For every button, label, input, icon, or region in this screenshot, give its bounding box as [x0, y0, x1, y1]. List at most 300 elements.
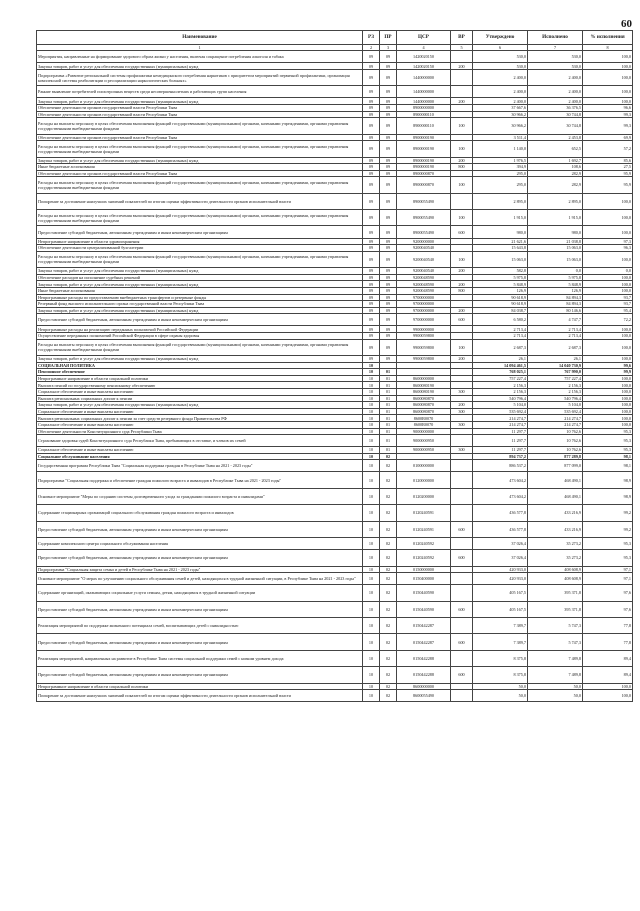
row-vr: 300: [451, 408, 473, 415]
row-approved: 894 737,2: [473, 453, 528, 460]
table-row: [37, 355, 633, 362]
header-approved: Утверждено: [473, 31, 528, 45]
row-approved: 15 063,0: [473, 251, 528, 267]
row-pr: 01: [380, 415, 397, 422]
row-csr: 9700000000: [397, 294, 451, 301]
row-rz: 10: [363, 375, 380, 382]
row-approved: 50,0: [473, 690, 528, 702]
row-rz: 09: [363, 177, 380, 193]
row-name: Непрограммное направление в области социальной политики: [37, 683, 363, 690]
row-vr: 100: [451, 141, 473, 157]
row-approved: 530,0: [473, 51, 528, 63]
row-name: Непрограммные расходы по предоставлению внебюджетных трансфертов и резервные фонды: [37, 294, 363, 301]
row-name: Социальное обеспечение и иные выплаты населению: [37, 388, 363, 395]
row-name: Мероприятия, направленные на формирование здорового образа жизни у населения, включая сокращение потребления алкоголя и табака: [37, 51, 363, 63]
row-executed: 5 975,8: [528, 274, 583, 281]
row-pr: 09: [380, 118, 397, 134]
table-row: [37, 141, 633, 157]
row-vr: [451, 683, 473, 690]
row-approved: 2 400,0: [473, 86, 528, 98]
row-rz: 09: [363, 301, 380, 308]
row-vr: 600: [451, 550, 473, 566]
row-rz: 09: [363, 307, 380, 314]
row-pr: 09: [380, 245, 397, 252]
row-executed: 10 762,6: [528, 428, 583, 435]
row-vr: 300: [451, 447, 473, 454]
row-name: Предоставление субсидий бюджетным, автономным учреждениям и иным некоммерческим организациям: [37, 550, 363, 566]
row-vr: 100: [451, 177, 473, 193]
row-percent: 100,0: [583, 251, 633, 267]
table-row: [37, 388, 633, 395]
row-rz: 09: [363, 111, 380, 118]
row-approved: 2 895,0: [473, 193, 528, 209]
row-name: Основное мероприятие "Меры по созданию системы долговременного ухода за гражданами пожилого возраста и инвалидами": [37, 488, 363, 504]
row-pr: 09: [380, 177, 397, 193]
row-executed: 395 371,8: [528, 601, 583, 617]
row-name: Социальное обеспечение и иные выплаты населению: [37, 447, 363, 454]
row-csr: 9700000000: [397, 301, 451, 308]
row-executed: 530,0: [528, 63, 583, 70]
row-pr: 01: [380, 408, 397, 415]
row-name: Социальное обеспечение и иные выплаты населению: [37, 421, 363, 428]
row-approved: 5 848,9: [473, 281, 528, 288]
row-csr: 8900000870: [397, 177, 451, 193]
row-csr: 8900000870: [397, 170, 451, 177]
row-approved: 37 026,4: [473, 538, 528, 550]
header-percent: % исполнения: [583, 31, 633, 45]
row-approved: 886 537,2: [473, 460, 528, 472]
table-header-row: [37, 31, 633, 45]
row-executed: 15 063,0: [528, 251, 583, 267]
row-percent: 100,0: [583, 274, 633, 281]
table-row: [37, 573, 633, 585]
row-rz: 10: [363, 472, 380, 488]
row-executed: 10 762,6: [528, 435, 583, 447]
row-csr: 9000000950: [397, 435, 451, 447]
row-approved: 5 975,8: [473, 274, 528, 281]
row-vr: 600: [451, 314, 473, 326]
row-vr: [451, 301, 473, 308]
row-rz: 10: [363, 453, 380, 460]
row-executed: 84 894,3: [528, 301, 583, 308]
row-vr: [451, 326, 473, 333]
row-percent: 89,4: [583, 667, 633, 683]
row-vr: [451, 460, 473, 472]
row-pr: 09: [380, 238, 397, 245]
row-executed: 652,5: [528, 141, 583, 157]
row-name: Непрограммное направление в области здравоохранения: [37, 238, 363, 245]
row-pr: 02: [380, 573, 397, 585]
table-row: [37, 274, 633, 281]
row-vr: [451, 294, 473, 301]
row-name: Ранние выявление потребителей психотропных веществ среди несовершеннолетних и работающих групп населения: [37, 86, 363, 98]
table-row: [37, 164, 633, 171]
row-percent: 95,9: [583, 177, 633, 193]
page-number: 60: [621, 18, 632, 30]
table-row: [37, 307, 633, 314]
row-name: Поощрение за достижение наилучших значений показателей по итогам оценки эффективности деятельности органов исполнительной власти: [37, 193, 363, 209]
row-percent: 100,0: [583, 86, 633, 98]
row-rz: 09: [363, 281, 380, 288]
row-executed: 5 747,3: [528, 634, 583, 650]
table-row: [37, 690, 633, 702]
row-pr: 01: [380, 402, 397, 409]
row-executed: 84 894,3: [528, 294, 583, 301]
row-percent: 89,4: [583, 650, 633, 666]
row-percent: 100,0: [583, 193, 633, 209]
row-percent: 95,9: [583, 170, 633, 177]
row-vr: 200: [451, 157, 473, 164]
row-rz: 10: [363, 408, 380, 415]
row-csr: 9900059800: [397, 332, 451, 339]
row-vr: [451, 238, 473, 245]
row-approved: 37 667,6: [473, 104, 528, 111]
row-rz: 10: [363, 566, 380, 573]
row-executed: 2 687,3: [528, 339, 583, 355]
row-name: Социальное обслуживание населения: [37, 453, 363, 460]
row-executed: 7 489,8: [528, 667, 583, 683]
row-rz: 09: [363, 294, 380, 301]
row-csr: 0150442288: [397, 650, 451, 666]
row-executed: 0,0: [528, 268, 583, 275]
row-rz: 10: [363, 573, 380, 585]
row-vr: [451, 435, 473, 447]
row-vr: 100: [451, 210, 473, 226]
row-approved: 2 156,3: [473, 388, 528, 395]
row-pr: 09: [380, 301, 397, 308]
row-csr: 8600R0070: [397, 421, 451, 428]
row-vr: [451, 650, 473, 666]
row-pr: 09: [380, 170, 397, 177]
row-rz: 10: [363, 415, 380, 422]
row-approved: 7 389,7: [473, 634, 528, 650]
row-name: Обеспечение деятельности Конституционного суда Республики Тыва: [37, 428, 363, 435]
row-executed: 757 227,4: [528, 375, 583, 382]
row-approved: 21 621,6: [473, 238, 528, 245]
row-rz: 09: [363, 210, 380, 226]
table-row: [37, 118, 633, 134]
row-vr: 600: [451, 226, 473, 238]
row-pr: 02: [380, 667, 397, 683]
row-percent: 95,3: [583, 538, 633, 550]
column-number: 8: [583, 44, 633, 51]
row-csr: 1420020150: [397, 63, 451, 70]
table-row: [37, 447, 633, 454]
row-csr: 8600080870: [397, 402, 451, 409]
row-approved: 7 389,7: [473, 617, 528, 633]
row-percent: 96,6: [583, 104, 633, 111]
row-percent: 97,1: [583, 566, 633, 573]
row-percent: 85,6: [583, 157, 633, 164]
row-csr: 8900055490: [397, 210, 451, 226]
row-name: Закупка товаров, работ и услуг для обеспечения государственных (муниципальных) нужд: [37, 355, 363, 362]
table-row: [37, 453, 633, 460]
row-rz: 10: [363, 634, 380, 650]
row-name: Выплата региональных социальных доплат к пенсии за счет средств резервного фонда Правительства РФ: [37, 415, 363, 422]
row-rz: 09: [363, 314, 380, 326]
table-row: [37, 238, 633, 245]
row-name: Закупка товаров, работ и услуг для обеспечения государственных (муниципальных) нужд: [37, 281, 363, 288]
row-vr: 800: [451, 287, 473, 294]
row-executed: 877 289,8: [528, 453, 583, 460]
row-percent: 57,2: [583, 141, 633, 157]
row-rz: 10: [363, 402, 380, 409]
row-executed: 1 692,7: [528, 157, 583, 164]
row-percent: 100,0: [583, 332, 633, 339]
row-vr: [451, 538, 473, 550]
row-executed: 282,9: [528, 177, 583, 193]
row-name: Поощрение за достижение наилучших значений показателей по итогам оценки эффективности деятельности органов исполнительной власти: [37, 690, 363, 702]
row-pr: 01: [380, 447, 397, 454]
row-name: Обеспечение деятельности органов государственной власти Республики Тыва: [37, 134, 363, 141]
row-percent: 100,0: [583, 683, 633, 690]
row-approved: 295,0: [473, 177, 528, 193]
row-executed: 15 063,0: [528, 245, 583, 252]
row-executed: 433 216,9: [528, 505, 583, 521]
row-csr: 9900059800: [397, 339, 451, 355]
row-approved: 535 692,4: [473, 408, 528, 415]
header-pr: ПР: [380, 31, 397, 45]
row-rz: 10: [363, 617, 380, 633]
row-executed: 35 273,2: [528, 550, 583, 566]
row-approved: 295,0: [473, 170, 528, 177]
row-executed: 30 744,8: [528, 118, 583, 134]
row-name: Обеспечение деятельности органов государственной власти Республики Тыва: [37, 170, 363, 177]
table-row: [37, 134, 633, 141]
row-executed: 1 915,0: [528, 210, 583, 226]
table-row: [37, 415, 633, 422]
row-vr: [451, 86, 473, 98]
row-percent: 97,1: [583, 573, 633, 585]
row-csr: 8900000110: [397, 118, 451, 134]
row-pr: 01: [380, 375, 397, 382]
row-rz: 10: [363, 585, 380, 601]
row-vr: 100: [451, 251, 473, 267]
row-name: Страхование здоровья судей Конституционного суда Республики Тыва, пребывающих в отставке, и членов их семей: [37, 435, 363, 447]
row-csr: 0120240592: [397, 550, 451, 566]
row-csr: 8900000190: [397, 134, 451, 141]
row-executed: 50,0: [528, 690, 583, 702]
row-csr: 0100000000: [397, 460, 451, 472]
table-row: [37, 281, 633, 288]
row-vr: 200: [451, 63, 473, 70]
row-executed: 7 489,8: [528, 650, 583, 666]
row-name: Подпрограмма «Развитие региональной системы профилактики немедицинского потребления наркотиков с приоритетом мероприятий первичной профилактики, организация комплексной системы реабилитации и ресоциализации наркологических больных»: [37, 69, 363, 85]
table-row: [37, 667, 633, 683]
row-name: Иные бюджетные ассигнования: [37, 287, 363, 294]
row-percent: 100,0: [583, 690, 633, 702]
row-csr: [397, 362, 451, 369]
column-number: 3: [380, 44, 397, 51]
row-pr: 02: [380, 585, 397, 601]
row-rz: 10: [363, 683, 380, 690]
row-pr: 02: [380, 505, 397, 521]
row-csr: 0150000000: [397, 566, 451, 573]
row-approved: 30 966,2: [473, 118, 528, 134]
row-percent: 100,0: [583, 415, 633, 422]
row-percent: 100,0: [583, 355, 633, 362]
row-vr: [451, 170, 473, 177]
row-pr: 09: [380, 251, 397, 267]
column-number: 5: [451, 44, 473, 51]
row-pr: 09: [380, 226, 397, 238]
row-vr: 100: [451, 339, 473, 355]
row-percent: 100,0: [583, 63, 633, 70]
row-csr: 8900000190: [397, 141, 451, 157]
row-vr: [451, 488, 473, 504]
row-name: Содержание организаций, оказывающих социальные услуги семьям, детям, находящимся в трудной жизненной ситуации: [37, 585, 363, 601]
row-pr: 09: [380, 141, 397, 157]
row-percent: 97,3: [583, 238, 633, 245]
row-name: Реализация мероприятий, направленных на развитие в Республике Тыва системы социальной поддержки семей с низким уровнем дохода: [37, 650, 363, 666]
row-percent: 100,0: [583, 388, 633, 395]
row-approved: 436 577,8: [473, 505, 528, 521]
row-percent: 99,9: [583, 369, 633, 376]
row-vr: [451, 690, 473, 702]
row-executed: 2 713,4: [528, 332, 583, 339]
row-vr: [451, 51, 473, 63]
row-executed: 2 156,3: [528, 388, 583, 395]
row-percent: 99,2: [583, 505, 633, 521]
header-executed: Исполнено: [528, 31, 583, 45]
table-body: [37, 51, 633, 702]
row-vr: [451, 245, 473, 252]
row-pr: 09: [380, 268, 397, 275]
column-number-row: [37, 44, 633, 51]
row-name: Расходы на выплаты персоналу в целях обеспечения выполнения функций государственными (муниципальными) органами, казенными учреждениями, органами управления государственными внебюджетными фондами: [37, 141, 363, 157]
row-percent: 100,0: [583, 287, 633, 294]
row-csr: [397, 453, 451, 460]
row-executed: 980,0: [528, 226, 583, 238]
row-executed: 4 747,7: [528, 314, 583, 326]
row-approved: 768 025,1: [473, 369, 528, 376]
table-row: [37, 585, 633, 601]
row-vr: [451, 104, 473, 111]
row-rz: 09: [363, 226, 380, 238]
row-rz: 10: [363, 388, 380, 395]
row-vr: [451, 375, 473, 382]
column-number: 7: [528, 44, 583, 51]
row-vr: 600: [451, 521, 473, 537]
row-rz: 09: [363, 193, 380, 209]
row-pr: 02: [380, 601, 397, 617]
row-name: Предоставление субсидий бюджетным, автономным учреждениям и иным некоммерческим организациям: [37, 521, 363, 537]
table-row: [37, 339, 633, 355]
row-pr: 02: [380, 634, 397, 650]
row-vr: 600: [451, 601, 473, 617]
row-csr: 8600080870: [397, 408, 451, 415]
row-vr: 300: [451, 421, 473, 428]
row-approved: 84 038,7: [473, 307, 528, 314]
row-csr: 9200040540: [397, 268, 451, 275]
row-csr: 0150442288: [397, 667, 451, 683]
row-pr: 09: [380, 339, 397, 355]
row-name: Предоставление субсидий бюджетным, автономным учреждениям и иным некоммерческим организациям: [37, 226, 363, 238]
row-approved: 11 297,7: [473, 428, 528, 435]
row-name: Выплата региональных социальных доплат к пенсии: [37, 395, 363, 402]
row-rz: 10: [363, 395, 380, 402]
row-csr: 9900059800: [397, 355, 451, 362]
row-name: Непрограммное направление в области социальной политики: [37, 375, 363, 382]
column-number: 4: [397, 44, 451, 51]
table-row: [37, 294, 633, 301]
row-percent: 97,6: [583, 601, 633, 617]
row-approved: 420 933,0: [473, 573, 528, 585]
column-number: 2: [363, 44, 380, 51]
table-row: [37, 251, 633, 267]
row-pr: 09: [380, 104, 397, 111]
row-pr: 09: [380, 332, 397, 339]
row-executed: 468 490,1: [528, 472, 583, 488]
row-csr: 8900000110: [397, 111, 451, 118]
table-row: [37, 521, 633, 537]
row-pr: 02: [380, 472, 397, 488]
table-row: [37, 157, 633, 164]
row-pr: 02: [380, 488, 397, 504]
row-name: Иные бюджетные ассигнования: [37, 164, 363, 171]
row-vr: 600: [451, 634, 473, 650]
row-name: Обеспечение деятельности органов государственной власти Республики Тыва: [37, 104, 363, 111]
row-executed: 5 104,0: [528, 402, 583, 409]
row-approved: 2 156,3: [473, 382, 528, 389]
row-pr: 09: [380, 69, 397, 85]
row-csr: 8600R0070: [397, 415, 451, 422]
row-executed: 468 490,1: [528, 488, 583, 504]
row-rz: 09: [363, 332, 380, 339]
row-csr: 8900055490: [397, 226, 451, 238]
row-pr: 09: [380, 355, 397, 362]
row-executed: 408 608,9: [528, 573, 583, 585]
row-executed: 126,9: [528, 287, 583, 294]
row-vr: [451, 566, 473, 573]
row-pr: 09: [380, 63, 397, 70]
row-percent: 95,3: [583, 428, 633, 435]
table-row: [37, 683, 633, 690]
row-executed: 214 274,7: [528, 415, 583, 422]
row-percent: 95,4: [583, 307, 633, 314]
row-rz: 10: [363, 550, 380, 566]
table-row: [37, 550, 633, 566]
table-row: [37, 268, 633, 275]
row-name: Обеспечение деятельности централизованной бухгалтерии: [37, 245, 363, 252]
table-row: [37, 634, 633, 650]
row-name: Расходы на выплаты персоналу в целях обеспечения выполнения функций государственными (муниципальными) органами, казенными учреждениями, органами управления государственными внебюджетными фондами: [37, 339, 363, 355]
row-name: Закупка товаров, работ и услуг для обеспечения государственных (муниципальных) нужд: [37, 402, 363, 409]
row-rz: 09: [363, 238, 380, 245]
row-approved: 90 618,9: [473, 294, 528, 301]
table-row: [37, 472, 633, 488]
row-csr: 1440000000: [397, 98, 451, 105]
row-csr: 0150442287: [397, 634, 451, 650]
row-executed: 2 453,8: [528, 134, 583, 141]
row-pr: 09: [380, 51, 397, 63]
row-vr: [451, 453, 473, 460]
row-percent: 100,0: [583, 210, 633, 226]
row-vr: 600: [451, 667, 473, 683]
row-pr: 02: [380, 690, 397, 702]
row-rz: 09: [363, 141, 380, 157]
table-row: [37, 408, 633, 415]
table-row: [37, 193, 633, 209]
row-pr: 02: [380, 683, 397, 690]
row-vr: [451, 134, 473, 141]
table-row: [37, 314, 633, 326]
row-pr: 09: [380, 98, 397, 105]
row-csr: 1420020150: [397, 51, 451, 63]
row-percent: 93,7: [583, 294, 633, 301]
row-percent: 95,3: [583, 550, 633, 566]
row-approved: 980,0: [473, 226, 528, 238]
